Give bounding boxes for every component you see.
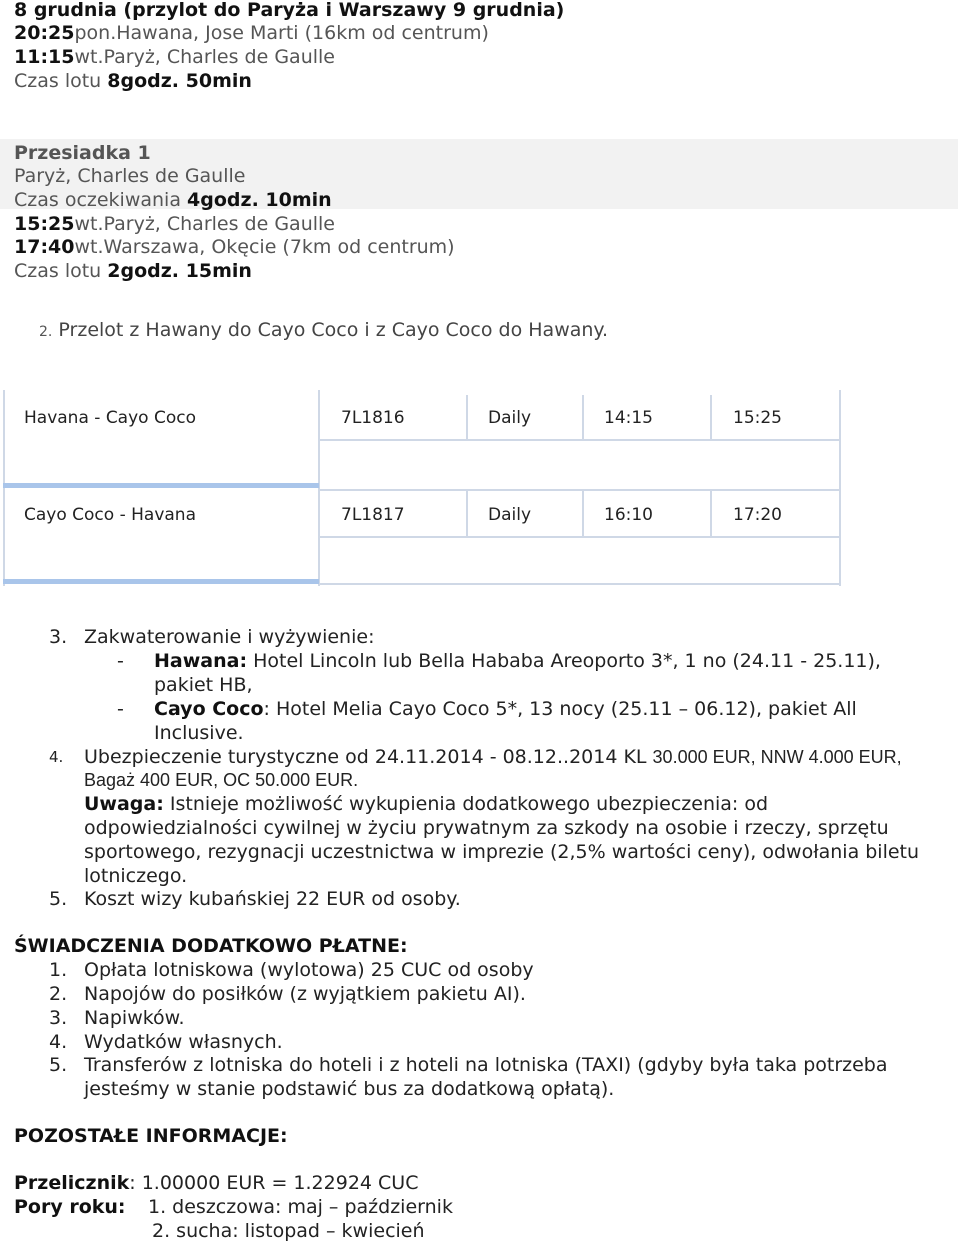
- flight-heading: 8 grudnia (przylot do Paryża i Warszawy 9 grudnia): [14, 0, 565, 21]
- extras-item-continued: jesteśmy w stanie podstawić bus za dodatkową opłatą).: [84, 1078, 615, 1100]
- transfer-arrival-time: 17:40: [14, 236, 75, 258]
- extras-item: Transferów z lotniska do hoteli i z hoteli na lotniska (TAXI) (gdyby była taka potrzeba: [84, 1054, 888, 1076]
- table-col-divider: [466, 490, 468, 536]
- note-text: Istnieje możliwość wykupienia dodatkowego ubezpieczenia: od: [163, 793, 769, 815]
- hawana-text: Hotel Lincoln lub Bella Hababa Areoporto 3*, 1 no (24.11 - 25.11),: [247, 650, 881, 672]
- table-cell-route: Cayo Coco - Havana: [24, 505, 196, 525]
- section-5-number: 5.: [49, 888, 68, 910]
- flight-duration: [14, 69, 252, 93]
- wait-label: Czas oczekiwania: [14, 189, 188, 211]
- table-col-divider: [582, 490, 584, 536]
- other-heading: POZOSTAŁE INFORMACJE:: [14, 1125, 288, 1147]
- transfer-place: Paryż, Charles de Gaulle: [14, 165, 246, 187]
- table-row-separator: [3, 483, 319, 488]
- insurance-amounts: 30.000 EUR, NNW 4.000 EUR,: [652, 747, 902, 767]
- exchange-rate-label: Przelicznik: [14, 1172, 130, 1194]
- table-border-right: [839, 390, 841, 586]
- cayo-label: Cayo Coco: [154, 698, 264, 720]
- extras-item-number: 1.: [49, 959, 68, 981]
- wait-value: 4godz. 10min: [187, 189, 332, 211]
- transfer-departure-time: 15:25: [14, 213, 75, 235]
- extras-item: Napojów do posiłków (z wyjątkiem pakietu AI).: [84, 983, 526, 1005]
- insurance-line-2: Bagaż 400 EUR, OC 50.000 EUR.: [84, 770, 359, 790]
- insurance-note-2: odpowiedzialności cywilnej w życiu prywatnym za szkody na osobie i rzeczy, sprzętu: [84, 817, 889, 839]
- season-rainy: 1. deszczowa: maj – październik: [148, 1196, 453, 1218]
- departure-time: 20:25: [14, 22, 75, 44]
- table-cell-frequency: Daily: [488, 505, 532, 525]
- table-cell-route: Havana - Cayo Coco: [24, 408, 196, 428]
- transfer-wait: [14, 188, 332, 212]
- table-row-separator: [3, 579, 319, 584]
- transfer-title: Przesiadka 1: [14, 142, 151, 164]
- transfer-arrival: [14, 235, 455, 259]
- extras-item: Napiwków.: [84, 1007, 185, 1029]
- table-row-divider: [318, 536, 841, 538]
- section-4-number: 4.: [49, 748, 64, 766]
- cayo-line: [154, 697, 857, 721]
- duration-value: 8godz. 50min: [107, 70, 252, 92]
- insurance-line-1: [84, 745, 902, 769]
- arrival-info: wt.Paryż, Charles de Gaulle: [74, 46, 335, 68]
- table-row-divider: [318, 489, 841, 491]
- exchange-rate-value: : 1.00000 EUR = 1.22924 CUC: [129, 1172, 419, 1194]
- table-col-divider: [582, 395, 584, 439]
- seasons-label: Pory roku:: [14, 1196, 126, 1218]
- insurance-note-1: [84, 792, 768, 816]
- section-2-text: Przelot z Hawany do Cayo Coco i z Cayo Coco do Hawany.: [58, 319, 608, 341]
- transfer-departure-info: wt.Paryż, Charles de Gaulle: [74, 213, 335, 235]
- transfer-duration-value: 2godz. 15min: [107, 260, 252, 282]
- extras-item: Opłata lotniskowa (wylotowa) 25 CUC od osoby: [84, 959, 534, 981]
- bullet-dash: -: [117, 650, 124, 672]
- table-col-divider: [710, 395, 712, 439]
- transfer-duration: [14, 259, 252, 283]
- cayo-text: : Hotel Melia Cayo Coco 5*, 13 nocy (25.11 – 06.12), pakiet All: [263, 698, 857, 720]
- insurance-note-4: lotniczego.: [84, 865, 188, 887]
- table-row-divider: [318, 583, 841, 585]
- extras-item-number: 2.: [49, 983, 68, 1005]
- table-cell-departure: 16:10: [604, 505, 653, 525]
- extras-item: Wydatków własnych.: [84, 1031, 283, 1053]
- table-row-divider: [318, 439, 841, 441]
- table-cell-arrival: 15:25: [733, 408, 782, 428]
- table-cell-flight: 7L1817: [341, 505, 405, 525]
- transfer-departure: [14, 212, 335, 236]
- exchange-rate: [14, 1171, 418, 1195]
- insurance-note-3: sportowego, rezygnacji uczestnictwa w imprezie (2,5% wartości ceny), odwołania biletu: [84, 841, 920, 863]
- table-border-left: [3, 390, 5, 586]
- section-3-title: Zakwaterowanie i wyżywienie:: [84, 626, 375, 648]
- transfer-duration-label: Czas lotu: [14, 260, 108, 282]
- section-2-number: 2.: [39, 324, 53, 340]
- flight-arrival: [14, 45, 335, 69]
- departure-info: pon.Hawana, Jose Marti (16km od centrum): [74, 22, 489, 44]
- section-2: [39, 318, 608, 344]
- section-3-number: 3.: [49, 626, 68, 648]
- note-label: Uwaga:: [84, 793, 164, 815]
- insurance-text: Ubezpieczenie turystyczne od 24.11.2014 - 08.12..2014 KL: [84, 746, 653, 768]
- extras-item-number: 3.: [49, 1007, 68, 1029]
- extras-item-number: 4.: [49, 1031, 68, 1053]
- hawana-line-2: pakiet HB,: [154, 674, 253, 696]
- visa-cost: Koszt wizy kubańskiej 22 EUR od osoby.: [84, 888, 461, 910]
- table-col-divider: [710, 490, 712, 536]
- season-dry: 2. sucha: listopad – kwiecień: [152, 1220, 425, 1242]
- table-cell-flight: 7L1816: [341, 408, 405, 428]
- cayo-line-2: Inclusive.: [154, 722, 244, 744]
- table-col-divider: [466, 395, 468, 439]
- table-cell-departure: 14:15: [604, 408, 653, 428]
- hawana-label: Hawana:: [154, 650, 248, 672]
- hawana-line: [154, 649, 881, 673]
- extras-heading: ŚWIADCZENIA DODATKOWO PŁATNE:: [14, 935, 408, 957]
- extras-item-number: 5.: [49, 1054, 68, 1076]
- bullet-dash: -: [117, 698, 124, 720]
- table-cell-frequency: Daily: [488, 408, 532, 428]
- flight-departure: [14, 21, 489, 45]
- arrival-time: 11:15: [14, 46, 75, 68]
- transfer-arrival-info: wt.Warszawa, Okęcie (7km od centrum): [74, 236, 455, 258]
- table-col-divider: [318, 390, 320, 586]
- table-cell-arrival: 17:20: [733, 505, 782, 525]
- duration-label: Czas lotu: [14, 70, 108, 92]
